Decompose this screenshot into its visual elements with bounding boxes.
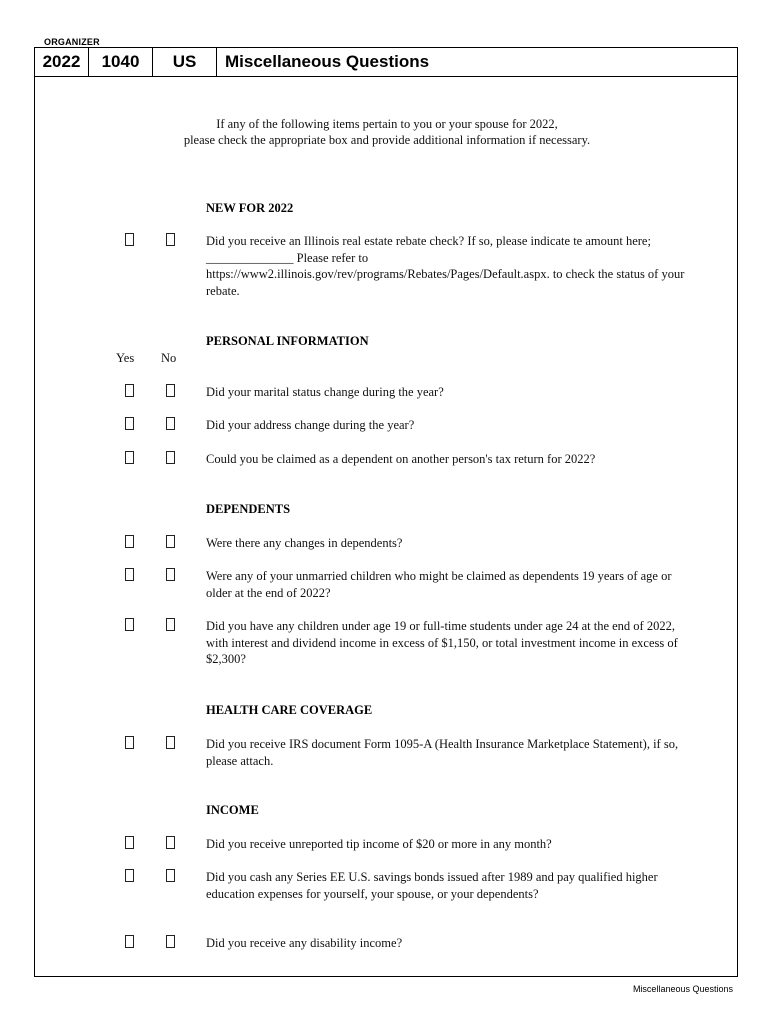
section-title-health-care-coverage: HEALTH CARE COVERAGE xyxy=(206,703,373,717)
question-text: Did you cash any Series EE U.S. savings bonds issued after 1989 and pay qualified higher education expenses for yourself, your spouse, or your dependents? xyxy=(206,870,658,901)
question-text: Did your marital status change during the year? xyxy=(206,385,444,399)
no-checkbox[interactable] xyxy=(166,869,175,882)
question-text: Did you receive any disability income? xyxy=(206,936,403,950)
question-text: Were there any changes in dependents? xyxy=(206,536,403,550)
yes-checkbox[interactable] xyxy=(125,568,134,581)
section-title-dependents: DEPENDENTS xyxy=(206,502,291,516)
yes-checkbox[interactable] xyxy=(125,869,134,882)
yes-checkbox[interactable] xyxy=(125,836,134,849)
intro-line-2: please check the appropriate box and provide additional information if necessary. xyxy=(183,133,591,147)
question-text: Did your address change during the year? xyxy=(206,418,415,432)
section-title-new-for-2022: NEW FOR 2022 xyxy=(206,201,294,215)
no-checkbox[interactable] xyxy=(166,836,175,849)
question-text: Did you receive unreported tip income of $20 or more in any month? xyxy=(206,837,552,851)
yes-checkbox[interactable] xyxy=(125,233,134,246)
question-text: Could you be claimed as a dependent on another person's tax return for 2022? xyxy=(206,452,596,466)
no-checkbox[interactable] xyxy=(166,417,175,430)
organizer-label: ORGANIZER xyxy=(44,37,100,47)
no-checkbox[interactable] xyxy=(166,233,175,246)
intro-text xyxy=(145,116,629,148)
no-checkbox[interactable] xyxy=(166,568,175,581)
yes-checkbox[interactable] xyxy=(125,384,134,397)
question-text: Were any of your unmarried children who might be claimed as dependents 19 years of age or older at the end of 2022? xyxy=(206,569,672,600)
question-text: Did you have any children under age 19 or full-time students under age 24 at the end of 2022, with interest and dividend income in excess of $1,150, or total investment income in excess of $2,300? xyxy=(206,619,678,666)
form-header xyxy=(35,48,737,77)
no-checkbox[interactable] xyxy=(166,384,175,397)
page-footer: Miscellaneous Questions xyxy=(632,984,733,994)
no-column-label: No xyxy=(161,351,177,365)
question-text: Did you receive IRS document Form 1095-A (Health Insurance Marketplace Statement), if so, please attach. xyxy=(206,737,679,768)
yes-checkbox[interactable] xyxy=(125,417,134,430)
question-text: Did you receive an Illinois real estate rebate check? If so, please indicate te amount here; ______________ Please refer to https://www2.illinois.gov/rev/programs/Rebates/Pages/Default.aspx. to check the status of your rebate. xyxy=(206,234,685,298)
form-number: 1040 xyxy=(89,48,153,76)
yes-checkbox[interactable] xyxy=(125,736,134,749)
yes-checkbox[interactable] xyxy=(125,618,134,631)
tax-year: 2022 xyxy=(35,48,89,76)
jurisdiction: US xyxy=(153,48,217,76)
yes-column-label: Yes xyxy=(116,351,135,365)
form-frame xyxy=(34,47,738,977)
yes-checkbox[interactable] xyxy=(125,451,134,464)
no-checkbox[interactable] xyxy=(166,935,175,948)
no-checkbox[interactable] xyxy=(166,618,175,631)
page-title: Miscellaneous Questions xyxy=(225,52,430,71)
yes-checkbox[interactable] xyxy=(125,935,134,948)
no-checkbox[interactable] xyxy=(166,451,175,464)
no-checkbox[interactable] xyxy=(166,535,175,548)
section-title-income: INCOME xyxy=(206,803,259,817)
no-checkbox[interactable] xyxy=(166,736,175,749)
section-title-personal-information: PERSONAL INFORMATION xyxy=(206,334,369,348)
intro-line-1: If any of the following items pertain to you or your spouse for 2022, xyxy=(216,117,558,131)
yes-checkbox[interactable] xyxy=(125,535,134,548)
